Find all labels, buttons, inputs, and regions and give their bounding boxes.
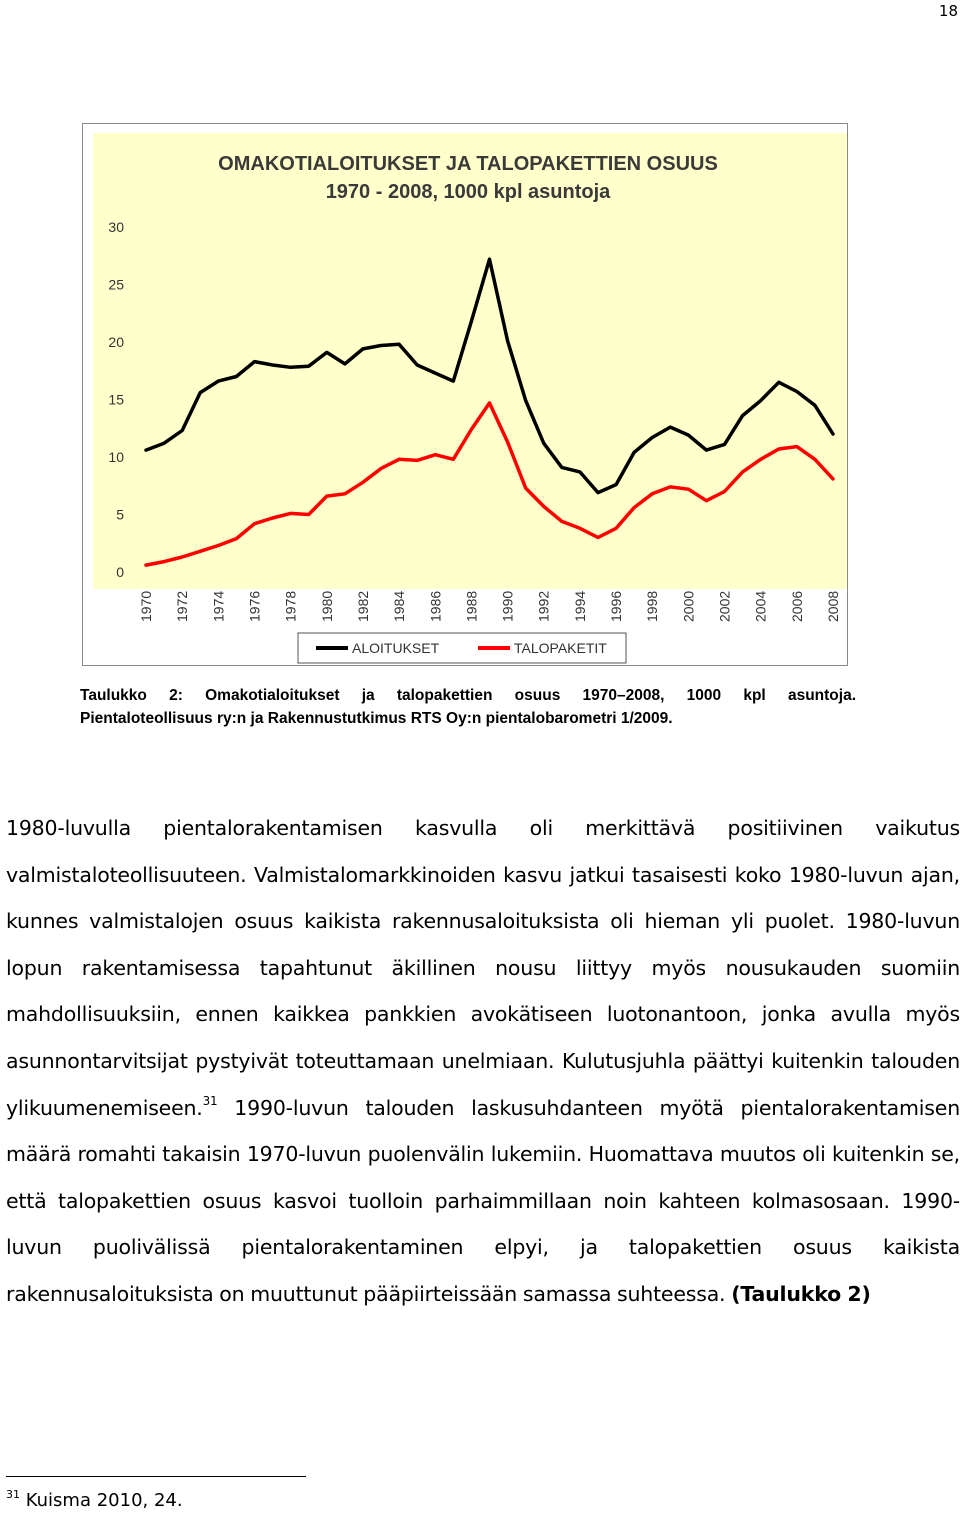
y-tick-label: 5 <box>116 506 124 523</box>
chart-subtitle: 1970 - 2008, 1000 kpl asuntoja <box>325 181 611 203</box>
x-tick-label: 1974 <box>210 590 227 622</box>
series-line-talopaketit <box>146 403 833 565</box>
footnote-divider <box>6 1476 306 1477</box>
legend <box>298 633 626 663</box>
x-tick-label: 1992 <box>535 590 552 622</box>
footnote-number: 31 <box>6 1488 20 1501</box>
legend-label-talopaketit: TALOPAKETIT <box>514 640 607 656</box>
y-tick-label: 0 <box>116 564 124 580</box>
series-layer <box>146 259 833 565</box>
figure-caption <box>80 684 856 730</box>
series-line-aloitukset <box>146 259 833 492</box>
caption-line-2: Pientaloteollisuus ry:n ja Rakennustutkimus RTS Oy:n pientalobarometri 1/2009. <box>80 710 673 727</box>
x-tick-label: 2006 <box>788 590 805 622</box>
x-tick-label: 2004 <box>752 590 769 622</box>
page-number: 18 <box>938 2 958 20</box>
caption-line-1: Taulukko 2: Omakotialoitukset ja talopakettien osuus 1970–2008, 1000 kpl asuntoja. <box>80 687 856 704</box>
x-tick-label: 1978 <box>282 590 299 622</box>
x-tick-label: 1984 <box>391 590 408 622</box>
x-tick-label: 1970 <box>138 590 154 622</box>
legend-label-aloitukset: ALOITUKSET <box>352 640 440 656</box>
x-tick-label: 1982 <box>354 590 371 622</box>
y-tick-label: 25 <box>108 276 124 293</box>
y-tick-label: 30 <box>108 219 124 235</box>
x-tick-label: 1994 <box>571 590 588 622</box>
x-tick-label: 1972 <box>174 590 191 622</box>
x-tick-label: 1996 <box>608 590 625 622</box>
y-axis <box>108 219 124 580</box>
footnote-text: Kuisma 2010, 24. <box>25 1490 183 1511</box>
x-axis <box>138 591 841 622</box>
body-text-part-1: 1980-luvulla pientalorakentamisen kasvulla oli merkittävä positiivinen vaikutus valmistaloteollisuuteen. Valmistalomarkkinoiden kasvu jatkui tasaisesti koko 1980-luvun ajan, kunnes valmistalojen osuus kaikista rakennusaloituksista oli hieman yli puolet. 1980-luvun lopun rakentamisessa tapahtunut äkillinen nousu liittyy myös nousukauden suomiin mahdollisuuksiin, ennen kaikkea pankkien avokätiseen luotonantoon, jonka avulla myös asunnontarvitsijat pystyivät toteuttamaan unelmiaan. Kulutusjuhla päättyi kuitenkin talouden ylikuumenemiseen. <box>6 816 960 1120</box>
y-tick-label: 15 <box>108 391 124 408</box>
chart-title: OMAKOTIALOITUKSET JA TALOPAKETTIEN OSUUS <box>218 153 718 175</box>
x-tick-label: 2002 <box>716 590 733 622</box>
table-reference: (Taulukko 2) <box>731 1281 871 1306</box>
x-tick-label: 1986 <box>427 590 444 622</box>
footnote <box>6 1488 183 1511</box>
x-tick-label: 1976 <box>246 590 263 622</box>
line-chart <box>0 0 960 700</box>
x-tick-label: 1998 <box>644 590 661 622</box>
x-tick-label: 2000 <box>680 590 697 622</box>
footnote-reference: 31 <box>202 1093 218 1108</box>
x-tick-label: 2008 <box>825 590 841 622</box>
y-tick-label: 10 <box>108 449 124 465</box>
x-tick-label: 1980 <box>318 590 335 622</box>
body-text-part-2: 1990-luvun talouden laskusuhdanteen myötä pientalorakentamisen määrä romahti takaisin 1970-luvun puolenvälin lukemiin. Huomattava muutos oli kuitenkin se, että talopakettien osuus kasvoi tuolloin parhaimmillaan noin kahteen kolmasosaan. 1990-luvun puolivälissä pientalorakentaminen elpyi, ja talopakettien osuus kaikista rakennusaloituksista on muuttunut pääpiirteissään samassa suhteessa. <box>6 1095 960 1306</box>
x-tick-label: 1990 <box>499 590 516 622</box>
y-tick-label: 20 <box>108 334 124 350</box>
body-paragraph <box>6 805 960 1318</box>
x-tick-label: 1988 <box>463 590 480 622</box>
